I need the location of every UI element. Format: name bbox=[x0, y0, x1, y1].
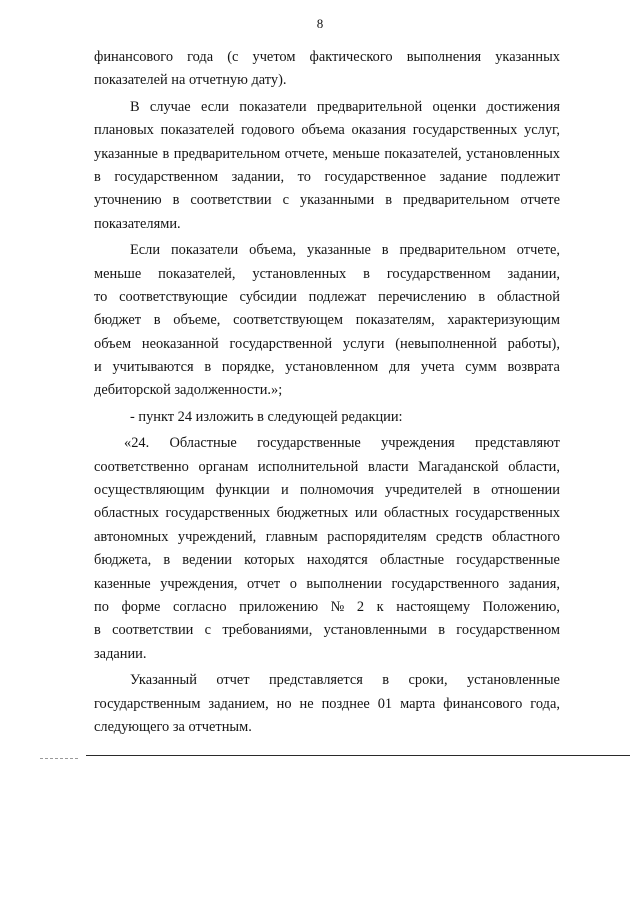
word: учреждений, bbox=[177, 528, 257, 545]
text-line bbox=[94, 333, 560, 356]
word: то bbox=[297, 168, 311, 185]
word: «24. bbox=[124, 435, 150, 452]
word: в bbox=[363, 265, 370, 282]
text-line bbox=[94, 479, 560, 502]
word: в bbox=[94, 168, 101, 185]
text-line bbox=[94, 286, 560, 309]
word: Указанный bbox=[130, 672, 197, 689]
paragraph bbox=[94, 432, 560, 666]
word: соответствующие bbox=[119, 288, 228, 305]
word: соответствии bbox=[112, 622, 194, 639]
word: указанных bbox=[495, 49, 560, 65]
word: объеме, bbox=[173, 312, 221, 329]
word: выполнении bbox=[306, 575, 382, 592]
word: учреждения bbox=[381, 435, 455, 452]
word: показателям, bbox=[355, 312, 435, 329]
text-line: - пункт 24 изложить в следующей редакции: bbox=[130, 408, 403, 425]
word: марта bbox=[400, 695, 436, 712]
word: показатели bbox=[170, 242, 239, 259]
word: государственного bbox=[391, 575, 500, 592]
word: исполнительной bbox=[257, 458, 359, 475]
word: областной bbox=[496, 288, 560, 305]
word: бюджет bbox=[94, 312, 142, 329]
text-line bbox=[94, 432, 560, 455]
word: в bbox=[385, 192, 392, 209]
word: ведении bbox=[182, 552, 233, 569]
word: плановых bbox=[94, 122, 154, 139]
word: форме bbox=[121, 598, 161, 615]
paragraph bbox=[94, 669, 560, 739]
word: установленные bbox=[466, 672, 560, 689]
paragraph bbox=[94, 96, 560, 236]
word: не bbox=[299, 695, 314, 712]
text-line: показателями. bbox=[94, 215, 181, 232]
word: сроки, bbox=[408, 672, 448, 689]
word: учитываются bbox=[112, 359, 194, 376]
word: бюджета, bbox=[94, 552, 152, 569]
word: осуществляющим bbox=[94, 482, 205, 499]
word: характеризующим bbox=[447, 312, 560, 329]
word: распорядителям bbox=[327, 528, 427, 545]
word: государственной bbox=[229, 335, 333, 352]
word: по bbox=[94, 598, 109, 615]
word: то bbox=[94, 288, 108, 305]
word: указанными bbox=[299, 192, 375, 209]
text-line bbox=[94, 456, 560, 479]
word: главным bbox=[265, 528, 318, 545]
word: или bbox=[354, 505, 378, 522]
word: в bbox=[382, 672, 390, 689]
paragraph bbox=[94, 46, 560, 93]
word: о bbox=[289, 575, 297, 592]
word: фактического bbox=[309, 49, 393, 65]
text-line bbox=[94, 309, 560, 332]
word: заданием, bbox=[208, 695, 269, 712]
text-line bbox=[94, 669, 560, 692]
word: финансового bbox=[94, 49, 174, 65]
text-line bbox=[94, 573, 560, 596]
word: меньше bbox=[94, 265, 142, 282]
word: возврата bbox=[507, 359, 560, 376]
word: порядке, bbox=[221, 359, 275, 376]
word: № bbox=[330, 598, 345, 615]
word: установленном bbox=[285, 359, 379, 376]
word: государственные bbox=[257, 435, 361, 452]
word: Если bbox=[130, 242, 161, 259]
word: достижения bbox=[486, 98, 560, 115]
separator-dash bbox=[40, 758, 78, 759]
word: (с bbox=[227, 49, 239, 65]
word: в bbox=[204, 359, 212, 376]
word: области, bbox=[508, 458, 560, 475]
word: государственное bbox=[324, 168, 426, 185]
word: отчете bbox=[520, 192, 560, 209]
word: Областные bbox=[169, 435, 237, 452]
word: представляется bbox=[268, 672, 363, 689]
word: согласно bbox=[173, 598, 227, 615]
word: которых bbox=[244, 552, 295, 569]
word: Положению, bbox=[482, 598, 560, 615]
word: установленных bbox=[252, 265, 347, 282]
word: государственных bbox=[455, 505, 560, 522]
word: автономных bbox=[94, 528, 169, 545]
word: с bbox=[282, 192, 289, 209]
word: в bbox=[94, 622, 101, 639]
word: оказания bbox=[351, 122, 406, 139]
text-line bbox=[94, 166, 560, 189]
document-body bbox=[94, 46, 560, 742]
word: власти bbox=[367, 458, 409, 475]
text-line: следующего за отчетным. bbox=[94, 718, 252, 735]
word: государственных bbox=[412, 122, 518, 139]
word: но bbox=[276, 695, 292, 712]
word: услуг, bbox=[524, 122, 560, 139]
word: соответствующем bbox=[233, 312, 344, 329]
word: средств bbox=[435, 528, 483, 545]
word: в bbox=[172, 192, 180, 209]
word: услуги bbox=[342, 335, 385, 352]
word: для bbox=[388, 359, 411, 376]
word: требованиями, bbox=[222, 622, 313, 639]
word: с bbox=[204, 622, 212, 639]
word: областные bbox=[379, 552, 445, 569]
word: меньше bbox=[332, 145, 380, 162]
word: 2 bbox=[356, 598, 365, 615]
word: отчете, bbox=[284, 145, 328, 162]
word: объема, bbox=[249, 242, 297, 259]
paragraph bbox=[94, 239, 560, 403]
word: годового bbox=[241, 122, 295, 139]
word: задания, bbox=[508, 575, 560, 592]
word: к bbox=[376, 598, 384, 615]
text-line: задании. bbox=[94, 645, 147, 662]
word: в bbox=[381, 242, 389, 259]
word: отношении bbox=[491, 482, 560, 499]
word: в bbox=[153, 312, 161, 329]
text-line bbox=[94, 502, 560, 525]
word: представляют bbox=[475, 435, 560, 452]
word: отчет bbox=[216, 672, 250, 689]
word: учетом bbox=[252, 49, 296, 65]
word: бюджетных bbox=[276, 505, 349, 522]
word: задание bbox=[439, 168, 488, 185]
word: предварительном bbox=[173, 145, 281, 162]
word: если bbox=[200, 98, 229, 115]
text-line bbox=[94, 356, 560, 379]
word: установленных bbox=[466, 145, 560, 162]
word: объем bbox=[94, 335, 132, 352]
word: задании, bbox=[507, 265, 560, 282]
word: учета bbox=[420, 359, 455, 376]
word: подлежит bbox=[500, 168, 560, 185]
word: указанные bbox=[307, 242, 371, 259]
word: показатели bbox=[239, 98, 307, 115]
word: областного bbox=[491, 528, 560, 545]
word: случае bbox=[149, 98, 191, 115]
text-line bbox=[94, 46, 560, 69]
text-line bbox=[94, 143, 560, 166]
word: полномочия bbox=[299, 482, 374, 499]
word: отчет bbox=[247, 575, 281, 592]
text-line bbox=[94, 526, 560, 549]
word: оценки bbox=[432, 98, 477, 115]
word: указанные bbox=[94, 145, 158, 162]
word: отчете, bbox=[516, 242, 560, 259]
word: субсидии bbox=[239, 288, 297, 305]
word: соответственно bbox=[94, 458, 189, 475]
word: приложению bbox=[239, 598, 319, 615]
word: в bbox=[438, 622, 446, 639]
word: находятся bbox=[306, 552, 368, 569]
text-line bbox=[94, 96, 560, 119]
text-line: показателей на отчетную дату). bbox=[94, 72, 287, 89]
text-line bbox=[94, 263, 560, 286]
word: областных bbox=[383, 505, 449, 522]
word: работы), bbox=[507, 335, 560, 352]
text-line bbox=[94, 619, 560, 642]
word: подлежат bbox=[308, 288, 367, 305]
word: учредителей bbox=[385, 482, 462, 499]
word: государственные bbox=[456, 552, 560, 569]
word: и bbox=[94, 359, 102, 376]
word: государственном bbox=[114, 168, 219, 185]
word: уточнению bbox=[94, 192, 162, 209]
word: позднее bbox=[321, 695, 370, 712]
word: финансового bbox=[443, 695, 523, 712]
word: в bbox=[162, 145, 170, 162]
word: государственном bbox=[456, 622, 560, 639]
word: в bbox=[473, 482, 480, 499]
word: В bbox=[130, 98, 140, 115]
word: показателей bbox=[160, 122, 235, 139]
word: органам bbox=[198, 458, 249, 475]
separator-line bbox=[86, 755, 630, 756]
word: объема bbox=[301, 122, 345, 139]
text-line bbox=[94, 239, 560, 262]
word: сумм bbox=[465, 359, 497, 376]
word: года bbox=[187, 49, 214, 65]
paragraph bbox=[94, 406, 560, 429]
word: государственных bbox=[165, 505, 271, 522]
word: областных bbox=[94, 505, 159, 522]
word: государственном bbox=[386, 265, 491, 282]
word: 01 bbox=[377, 695, 393, 712]
word: казенные bbox=[94, 575, 151, 592]
word: неоказанной bbox=[141, 335, 219, 352]
text-line: дебиторской задолженности.»; bbox=[94, 382, 283, 399]
word: предварительной bbox=[316, 98, 423, 115]
word: в bbox=[163, 552, 171, 569]
word: соответствии bbox=[190, 192, 272, 209]
word: показателей, bbox=[158, 265, 236, 282]
page-number: 8 bbox=[316, 16, 324, 31]
word: установленными bbox=[323, 622, 427, 639]
word: предварительном bbox=[402, 192, 510, 209]
word: функции bbox=[215, 482, 270, 499]
word: года, bbox=[530, 695, 560, 712]
word: предварительном bbox=[399, 242, 506, 259]
word: учреждения, bbox=[160, 575, 238, 592]
word: в bbox=[478, 288, 486, 305]
word: государственным bbox=[94, 695, 201, 712]
word: настоящему bbox=[396, 598, 471, 615]
text-line bbox=[94, 693, 560, 716]
word: показателей, bbox=[384, 145, 462, 162]
word: и bbox=[280, 482, 289, 499]
word: (невыполненной bbox=[395, 335, 497, 352]
text-line bbox=[94, 189, 560, 212]
word: Магаданской bbox=[418, 458, 499, 475]
word: задании, bbox=[231, 168, 285, 185]
text-line bbox=[94, 549, 560, 572]
word: перечислению bbox=[378, 288, 467, 305]
text-line bbox=[94, 119, 560, 142]
word: выполнения bbox=[406, 49, 482, 65]
text-line bbox=[94, 596, 560, 619]
